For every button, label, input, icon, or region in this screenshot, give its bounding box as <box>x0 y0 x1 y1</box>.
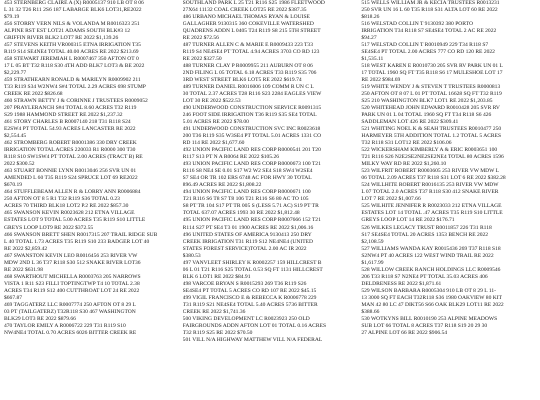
text-line: 30 TOTAL 2.37 ACRES T28 R116 S23 2284 EAGLES VIEW <box>182 91 322 98</box>
text-line: AMENDED L 60 T35 R119 S24 SPRUCE LOT 69 RE2022 <box>4 175 138 182</box>
text-line: TOTAL 637.07 ACRES 1993 30 RE 2022 $1,812.48 <box>182 210 300 217</box>
text-line: 17 L 05 BT T32 R118 S30 4TH ADD BLK7 LOT3 & BE 2022 <box>4 63 145 70</box>
text-line: L 31 32 T26 R11 2S6 187 LABARGE BLK6 LOT31,RE2022 <box>4 7 142 14</box>
text-line: ESTATES LOT 14 TOTAL .47 ACRES T35 R119 S10 LITTLE <box>361 210 503 217</box>
text-line: BLK 6 LOT1 RE 2022 $84.91 <box>182 273 251 280</box>
text-line: SE4SE4 PT TOTAL 2.00 ACRES 777 CO RD 120 RE 2022 <box>361 49 495 56</box>
text-line: 06 TOTAL 2.09 ACRES T37 R118 S31 LOT 6 RE 2022 $382.28 <box>361 175 506 182</box>
text-line: 461 STORY CHARLES B R0007140 218 T31 R118 S24 <box>4 119 131 126</box>
text-line: 498 VARCOE BRYAN S R0015293 269 T36 R119 S26 <box>182 280 307 287</box>
text-line: $380.53 <box>182 252 201 259</box>
text-line: GALLAGHER 9130315 360 COKEVILLE WATERSHED <box>182 21 314 28</box>
text-line: T31 R119 S21 NE4SE4 TOTAL 5.40 ACRES 5736 BITTER <box>182 301 318 308</box>
text-line: 468 SWARTHOUT MICHELLA R0003763 205 NARROWS <box>4 273 141 280</box>
text-line: 517 WELSTAD COLLIN T R0010949 229 T34 R118 S7 <box>361 42 489 49</box>
text-line: 463 STUART BONNIE LYNN R0013046 256 SVR UN 01 <box>4 168 137 175</box>
text-line: DELDRENESS RE 2022 $1,871.61 <box>361 280 442 287</box>
text-line: SE4SE4 PT TOTAL 5 ACRES CO RD 107 RE 2022 $45.15 <box>182 287 317 294</box>
text-line: 518 WEST KAREN E R0010730 205 SVR RV PARK UN 01 L <box>361 63 503 70</box>
text-line: $79.19 <box>4 14 20 21</box>
text-line: ACRES 70 THIRD BLK18 LOT2 P.2 RE 2022 $857.30 <box>4 203 129 210</box>
text-line: 529 WILSON BARBARA R0005304 910 LB OT 8 29 L 11- <box>361 287 497 294</box>
text-line: 207 PRAYLERANCH S#4 TOTAL 8.60 ACRES T32 R119 <box>4 105 137 112</box>
text-line: 515 WELLS WILLIAM JR & KECIA TRUSTEES R0013231 <box>361 0 500 6</box>
text-line: MAN 42 80 LC 47 DIKT56 S66 OAK BLK29 LOT11 RE 2022 <box>361 301 504 308</box>
text-line: 469 TAGGATERZ LLC R0007774 250 AFTON OT 8 29 L <box>4 301 136 308</box>
text-line: $667.87 <box>4 294 23 301</box>
text-line: T32 R119 S25 RE 2022 $70.50 <box>182 329 253 336</box>
text-line: 521 WHITING NOEL K & SEAH TRUSTEES R0010477 250 <box>361 126 502 133</box>
text-line: $2,108.59 <box>361 238 384 245</box>
text-line: S8 PT TR 104 S17 PT TR 005 S (LESS 5.71 AC) S19 PT TR <box>182 203 319 210</box>
text-line: 520 WHITEHEAD JOHN EDWARD R0010428 205 SVR RV <box>361 105 500 112</box>
text-line: 462 STROMBERG ROBERT R0001386 330 DRY CREEK <box>4 140 137 147</box>
text-line: 488 TURNER CLAY P R0009955 211 AUBURN OT 8 06 <box>182 63 313 70</box>
text-line: 453 STERNBERG CLAIRE A (X) R0005137 910 LB OT 8 06 <box>4 0 144 6</box>
text-line: 499 VIGIL FRANCISCO E & REBECCA K R0006778 229 <box>182 294 317 301</box>
text-line: 493 UNION PACIFIC LAND RES CORP R0000673 100 T21 <box>182 161 321 168</box>
text-line: 494 UNION PACIFIC LAND RES CORP R0000671 100 <box>182 189 311 196</box>
text-line: BLK29 LOT3 RE 2022 $879.66 <box>4 315 76 322</box>
text-line: RE 2022 $327.50 <box>182 56 222 63</box>
text-line: 896.49 ACRES RE 2022 $1,808.22 <box>182 182 262 189</box>
text-line: 528 WILLOW CREEK RANCH HOLDINGS LLC R0009546 <box>361 266 501 273</box>
text-line: 465 SWANSON KEVIN R0023628 212 ETNA VILLAGE <box>4 210 135 217</box>
text-line: PARK UN 01 L 04 TOTAL 1960 SQ FT T34 R118 S6 426 <box>361 112 492 119</box>
text-line: $1,535.11 <box>361 56 384 63</box>
text-line: 525 WILHITE JENNIFER R R0023033 212 ETNA VILLAGE <box>361 203 502 210</box>
text-line: GRIFFIN RIVER BLK2 LOT7 RE 2022 $1,139.26 <box>4 35 119 42</box>
text-line: 492 UNION PACIFIC LAND RES CORP R0000541 201 T20 <box>182 147 321 154</box>
text-line: T21 R116 S6 T8 S7 T8 106 T21 R116 S6 80 AC TO 105 <box>182 196 309 203</box>
text-line: GREYS LOOP LOT 14 RE 2022 $176.71 <box>361 217 455 224</box>
text-line: $818.26 <box>361 14 380 21</box>
text-line: 03 PT (TAILGATERZ) T32R118 S30 467 WASHINGTON <box>4 308 136 315</box>
text-line: S17 SE4SE4 TOTAL 20 ACRES 1353 BENCH RE 2022 <box>361 231 489 238</box>
text-line: 2022 $300.52 <box>4 161 35 168</box>
text-line: 200 T36 R119 S35 W3SE4 PT TOTAL 5.01 ACRES 1331 CO <box>182 133 322 140</box>
text-line: SUB LOT 66 TOTAL 8 ACRES T37 R118 S19 20 29 30 <box>361 322 488 329</box>
text-line: R117 S13 PT N A R0064 RE 2022 $105.26 <box>182 154 279 161</box>
text-line: SADDLEMAN LOT 426 RE 2022 $309.41 <box>361 119 459 126</box>
text-line: $388.66 <box>361 308 380 315</box>
text-line: 250 AFTON OT 8 5 R1 T32 R119 S36 TOTAL 0.23 <box>4 196 120 203</box>
column-left <box>4 0 179 400</box>
text-line: HARMEYER 5TH ADDITION TOTAL 1.2 TOTAL 5 ACRES <box>361 133 502 140</box>
text-line: 487 TURNER ALLEN C & MARIE E R0009433 223 T33 <box>182 42 313 49</box>
text-line: S7 SE4 OR TR 102 ERS 6748 AC FOR HWY 30 TOTAL <box>182 175 312 182</box>
text-line: 250 SVR UN 16 L 60 T35 R118 S31 ALTA LOT 60 RE 2022 <box>361 7 498 14</box>
text-line: 460 STRAWN BETTY J & CORINNE J TRUSTEES R0009052 <box>4 98 148 105</box>
text-line: 495 UNION PACIFIC LAND RES CORP R0007666 152 T21 <box>182 217 321 224</box>
text-line: 500 VIKING DEVELOPMENT LC R0023923 250 OLD <box>182 315 310 322</box>
text-line: 530 WOTKYNS BILL R0010190 253 ALPINE MEADOWS <box>361 315 498 322</box>
text-line: R116 S8 NE4 SE 0.01 S17 W2 W2 SE4 S18 SW4 W2SE4 <box>182 168 313 175</box>
text-line: 13 3000 SQ FT EACH T32R118 S36 1980 OAKVIEW 80 KIT <box>361 294 502 301</box>
text-line: 457 STEVENS KEITH VR000315 ETNA IRRIGATION T35 <box>4 42 141 49</box>
text-line: FAIRGROUNDS ADDN AFTON LOT 01 TOTAL 0.16 ACRES <box>182 322 327 329</box>
text-line: 459 STRATHEARN RONALD & MARILYN R0009902 211 <box>4 77 141 84</box>
text-line: T32 R118 S31 LOT12 RE 2022 $106.06 <box>361 140 452 147</box>
text-line: $1,617.99 <box>361 259 384 266</box>
text-line: 496 UNITED STATES OF AMERICA 9130413 250 DRY <box>182 231 312 238</box>
text-line: STATES FOREST SERVICE)TOTAL 2.00 AC IR 2022 <box>182 245 307 252</box>
text-line: CREEK RE 2022 $1,741.36 <box>182 308 246 315</box>
text-line: 501 VILL N/A HIGHWAY MATTHEW VILL N/A FEDERAL <box>182 336 323 343</box>
text-line: 519 WHITE WENDY J & STEVEN T TRUSTEES R0000813 <box>361 84 501 91</box>
text-line: GREYS LOOP LOT9 RE 2022 $372.55 <box>4 224 94 231</box>
text-line: QUADRENS ADDN L 0405 T24 R119 S8 215 5TH STREET <box>182 28 321 35</box>
text-line: 27X64 11132 COAL CREEK LOT25 RE 2022 $387.35 <box>182 7 307 14</box>
text-line: 250 AFTON OT 8 07 L 01 PT TOTAL 16628 SQ FT T32 R119 <box>361 91 502 98</box>
text-line: $2,554.45 <box>4 133 27 140</box>
text-line: 491 UNDERWOOD CONSTRUCTION SVC INC R0023618 <box>182 126 321 133</box>
text-line: L 07 TOTAL 2.0 ACRES T37 R118 S30 412 SNAKE RIVER <box>361 189 499 196</box>
text-line: 3RD WEST STREET BLK6 LOT5 RE 2022 $619.74 <box>182 77 302 84</box>
text-line: 489 TURNER DANIEL R0016006 109 COMM R UN C L <box>182 84 314 91</box>
text-line: NW4NE4 TOTAL 0.70 ACRES 6026 BITTER CREEK RE <box>4 329 137 336</box>
text-line: R114 S27 PT SE4 T3 01 1900 ACRES RE 2022 $1,006.16 <box>182 224 314 231</box>
text-line: 246 FOOT SIDE IRRIGATION T36 R119 S35 SE4 TOTAL <box>182 112 317 119</box>
column-middle <box>183 0 358 400</box>
text-line: 497 VANVLEET SHIRLEY K R0002257 159 HILLCREST B <box>182 259 322 266</box>
text-line: 2ND FILING L 05 TOTAL 6.18 ACRES T33 R119 S35 706 <box>182 70 317 77</box>
text-line: ACRES T34 R119 S12 400 CUTTHROAT LOT 24 RE 2022 <box>4 287 140 294</box>
text-line: 527 WILLIAMS WANDA KAY R0015436 269 T37 R118 S18 <box>361 245 501 252</box>
text-line: $94.27 <box>361 35 377 42</box>
text-line: LOT 7 RE 2022 $1,007.66 <box>361 196 421 203</box>
text-line: E2SW4 PT TOTAL 54.93 ACRES LANCASTER RE 2022 <box>4 126 136 133</box>
text-line: ESTATES LOT 9 TOTAL 5.00 ACRES T35 R119 S10 LITTLE <box>4 217 146 224</box>
text-line: 526 WILKES LEGACY TRUST R0011857 226 T31 R118 <box>361 224 492 231</box>
text-line: 486 URBANO MICHAEL THOMAS RYAN & LOUISE <box>182 14 310 21</box>
text-line: RD 114 RE 2022 $1,677.60 <box>182 140 245 147</box>
text-line: 516 WELSTAD COLLIN T 9130392 380 PORTO <box>361 21 473 28</box>
text-line: RE 2022 $631.98 <box>4 266 43 273</box>
text-line: RE 2022 $2,859.42 <box>4 245 48 252</box>
text-line: CREEK RE 2022 $826.68 <box>4 91 63 98</box>
text-line: 522 WICKERSHAM KIMBERLY A & ERIC R0003651 100 <box>361 147 498 154</box>
text-line: R119 S4 NE4SE4 PT TOTAL 4.94 ACRES 3703 CO RD 123 <box>182 49 320 56</box>
text-line: R119 S14 SE4NE4 TOTAL 40.00 ACRES RE 2022 $213.69 <box>4 49 139 56</box>
text-line: R118 S10 SW1SW4 PT TOTAL 2.00 ACRES (TRACT B) RE <box>4 154 143 161</box>
text-line: S29 1988 HAMMOND STREET RE 2022 $1,237.32 <box>4 112 123 119</box>
text-line: VISTA 1 R11 S23 FILLI TOPTINGTWP T4 10 TOTAL 2.38 <box>4 280 140 287</box>
text-line: IRRIGATION TOTAL ACRES 220033 R1 R0000 300 T30 <box>4 147 136 154</box>
text-line: MILKY WAY RD RE 2022 $1,260.10 <box>361 161 447 168</box>
text-line: 17 TOTAL 1960 SQ FT T35 R118 S6 17 MULESHOE LOT 17 <box>361 70 503 77</box>
text-line: T33 R119 S34 W2NW4 S#4 TOTAL 2.29 ACRES 698 STUMP <box>4 84 146 91</box>
text-line: L 40 TOTAL 1.73 ACRES T35 R119 S10 233 BADGER LOT 40 <box>4 238 150 245</box>
text-line: ALPINE RST EST LOT21 ADAMS SOUTH BLK#3 12 <box>4 28 130 35</box>
text-line: 27 ALPINE LOT 66 RE 2022 $906.54 <box>361 329 448 336</box>
text-line: $2,229.77 <box>4 70 27 77</box>
text-line: 06 L 01 T21 R116 S25 TOTAL 0.53 SQ FT 1131 HILLCREST <box>182 266 323 273</box>
text-line: 464 STUFFLEBEAM ALLEN R & LORRY ANN R0006884 <box>4 189 141 196</box>
column-right <box>361 0 536 400</box>
text-line: 5.01 ACRES RE 2022 $78.00 <box>182 119 249 126</box>
text-line: 490 UNDERWOOD CONSTRUCTION SERVICE R0091315 <box>182 105 322 112</box>
text-line: RE 2022 $984.69 <box>361 77 401 84</box>
text-line: IRRIGATION T34 R118 S7 SE4SE4 TOTAL 2 AC RE 2022 <box>361 28 497 35</box>
text-line: 524 WILLHITE ROBERT R0016135 253 RIVER VW MDW <box>361 182 499 189</box>
text-line: 470 TAYLOR EMILY A R0006722 229 T31 R119 S10 <box>4 322 126 329</box>
text-line: 467 SWANSTON KEVIN LEO R0016456 253 RIVER VW <box>4 252 138 259</box>
text-line: CREEK IRRIGATION T31 R119 S12 NE4NE4 (UNITED <box>182 238 314 245</box>
text-line: RE 2022 $72.56 <box>182 35 219 42</box>
text-line: 523 WILFRIT ROBERT R0003605 253 RIVER VW MDW L <box>361 168 500 175</box>
text-line: 466 SWANSON BRETT SHEN R0017315 207 TRAIL RIDGE SUB <box>4 231 158 238</box>
text-line: T21 R116 S26 N2E2SE2NE2SE2NE4 TOTAL 80 ACRES 1596 <box>361 154 504 161</box>
text-line: 458 STEWART JEREMIAH L R0007467 350 AFTON OT 0 <box>4 56 139 63</box>
text-line: 456 STORRY VERN NILS & VOLANDA M R0016323 251 <box>4 21 140 28</box>
text-line: LOT 30 RE 2022 $522.53 <box>182 98 241 105</box>
text-line: 206 T33 R118 S7 N2NE4 PT TOTAL 35.03 ACRES 406 <box>361 273 488 280</box>
text-line: $670.19 <box>4 182 23 189</box>
text-line: SOUTHLAND PARK L 25 T21 R116 S25 1986 FLEETWOOD <box>182 0 325 6</box>
text-line: S2NW4 PT 40 ACRES 122 WEST WIND TRAIL RE 2022 <box>361 252 494 259</box>
text-line: MDW 2ND L 36 T37 R118 S30 512 SNAKE RIVER LOT36 <box>4 259 141 266</box>
text-line: S25 210 WASHINGTON BLK7 LOT1 RE 2022 $1,203.85 <box>361 98 493 105</box>
